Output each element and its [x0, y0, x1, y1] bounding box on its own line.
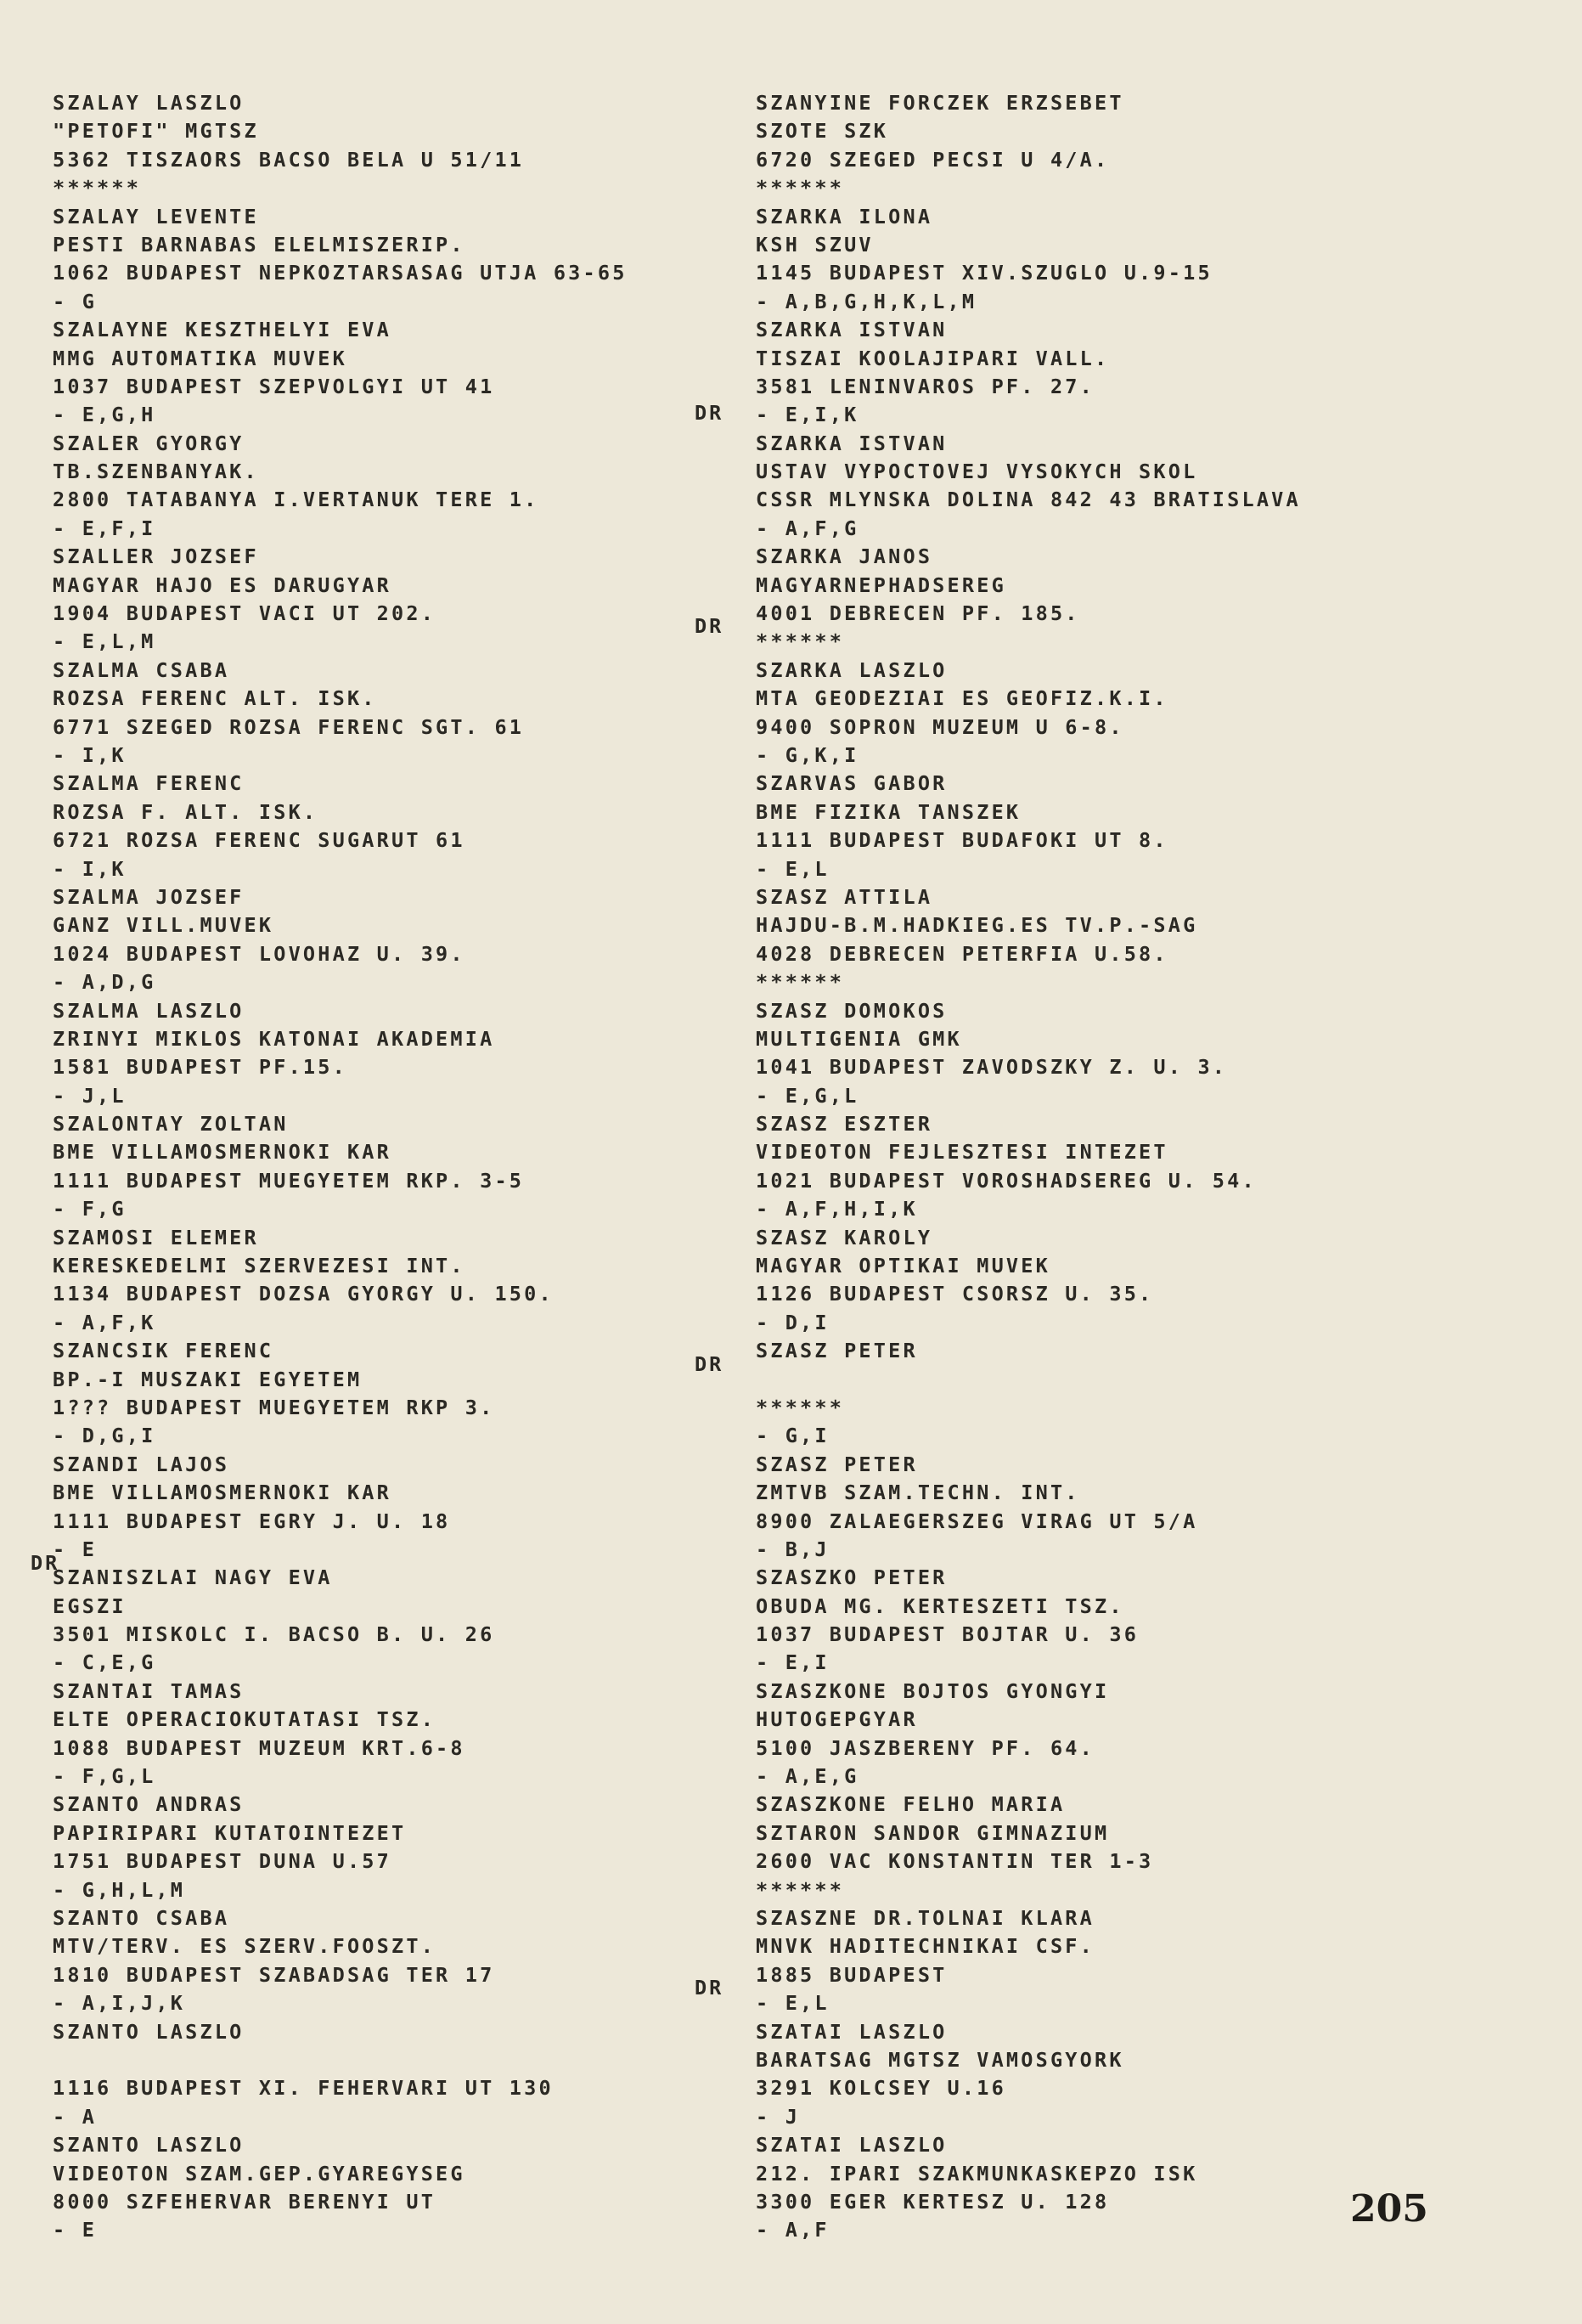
right-entry-line: 9400 SOPRON MUZEUM U 6-8. [756, 714, 1124, 739]
right-entry-line: 1885 BUDAPEST [756, 1962, 948, 1987]
left-entry-line: - G [53, 289, 98, 313]
left-entry-line: MAGYAR HAJO ES DARUGYAR [53, 573, 392, 597]
right-entry-line: SZASZ ATTILA [756, 884, 933, 909]
left-entry-line: 1062 BUDAPEST NEPKOZTARSASAG UTJA 63-65 [53, 261, 628, 285]
left-entry-line: SZANISZLAI NAGY EVA [53, 1565, 333, 1590]
title-marker-szarka-laszlo: DR [695, 614, 724, 638]
right-entry-line [756, 1366, 1537, 1394]
left-entry-line: SZALMA FERENC [53, 771, 245, 796]
right-entry-line: HUTOGEPGYAR [756, 1707, 918, 1732]
right-entry-line: - D,I [756, 1310, 830, 1334]
right-entry-line: SZASZ PETER [756, 1339, 918, 1363]
right-entry-line: SZASZ ESZTER [756, 1112, 933, 1137]
left-entry-line: SZALAY LEVENTE [53, 204, 259, 228]
right-entry-line: SZARVAS GABOR [756, 771, 948, 796]
right-entry-line: CSSR MLYNSKA DOLINA 842 43 BRATISLAVA [756, 488, 1301, 512]
left-entry-line: ELTE OPERACIOKUTATASI TSZ. [53, 1707, 436, 1732]
left-entry-line: SZANTO LASZLO [53, 2019, 245, 2044]
left-entry-line: 5362 TISZAORS BACSO BELA U 51/11 [53, 147, 525, 172]
left-entry-line: - E,G,H [53, 403, 156, 427]
right-entry-line: VIDEOTON FEJLESZTESI INTEZET [756, 1140, 1168, 1165]
right-entry-line: - E,I,K [756, 403, 859, 427]
right-entry-line: MAGYAR OPTIKAI MUVEK [756, 1254, 1050, 1278]
right-entry-line: MAGYARNEPHADSEREG [756, 573, 1006, 597]
right-entry-line: BME FIZIKA TANSZEK [756, 799, 1022, 824]
left-entry-line: SZALONTAY ZOLTAN [53, 1112, 289, 1137]
right-entry-line: 212. IPARI SZAKMUNKASKEPZO ISK [756, 2161, 1198, 2186]
left-entry-line: SZAMOSI ELEMER [53, 1225, 259, 1249]
left-entry-line: SZALLER JOZSEF [53, 544, 259, 569]
right-entry-line: SZARKA ILONA [756, 204, 933, 228]
left-entry-line: EGSZI [53, 1594, 127, 1618]
left-entry-line: - C,E,G [53, 1650, 156, 1675]
left-entry-line: PESTI BARNABAS ELELMISZERIP. [53, 232, 465, 257]
right-entry-line: 1021 BUDAPEST VOROSHADSEREG U. 54. [756, 1168, 1257, 1193]
left-entry-line: 1111 BUDAPEST MUEGYETEM RKP. 3-5 [53, 1168, 525, 1193]
left-entry-line: ROZSA FERENC ALT. ISK. [53, 686, 377, 711]
left-entry-line: 1024 BUDAPEST LOVOHAZ U. 39. [53, 941, 465, 966]
left-entry-line: - E [53, 2218, 98, 2242]
page-number: 205 [1350, 2187, 1428, 2231]
left-entry-line: PAPIRIPARI KUTATOINTEZET [53, 1820, 407, 1845]
left-entry-line: - I,K [53, 856, 127, 881]
right-entry-line: ****** [756, 176, 845, 200]
right-entry-line: - B,J [756, 1537, 830, 1561]
left-entry-line: - J,L [53, 1083, 127, 1108]
title-marker-szantai: DR [31, 1551, 60, 1575]
right-entry-line: - A,E,G [756, 1764, 859, 1789]
left-entry-line: BP.-I MUSZAKI EGYETEM [53, 1367, 363, 1391]
right-entry-line: - G,K,I [756, 742, 859, 767]
right-entry-line: 1111 BUDAPEST BUDAFOKI UT 8. [756, 828, 1168, 853]
right-entry-line: SZASZNE DR.TOLNAI KLARA [756, 1906, 1095, 1930]
right-entry-line: 1126 BUDAPEST CSORSZ U. 35. [756, 1282, 1154, 1306]
left-entry-line: - A,F,K [53, 1310, 156, 1334]
right-column [756, 89, 1537, 2245]
left-entry-line: ZRINYI MIKLOS KATONAI AKADEMIA [53, 1026, 495, 1051]
right-entry-line: TISZAI KOOLAJIPARI VALL. [756, 346, 1110, 370]
right-entry-line: 1041 BUDAPEST ZAVODSZKY Z. U. 3. [756, 1055, 1228, 1080]
left-entry-line: SZANTO ANDRAS [53, 1792, 245, 1817]
right-entry-line: USTAV VYPOCTOVEJ VYSOKYCH SKOL [756, 460, 1198, 484]
right-entry-line: SZASZKO PETER [756, 1565, 948, 1590]
right-entry-line: - E,I [756, 1650, 830, 1675]
right-entry-line: ****** [756, 1395, 845, 1419]
left-entry-line: 1904 BUDAPEST VACI UT 202. [53, 601, 436, 626]
left-entry-line: ****** [53, 176, 142, 200]
left-entry-line: SZANDI LAJOS [53, 1452, 230, 1476]
left-entry-line: GANZ VILL.MUVEK [53, 913, 274, 938]
right-entry-line: HAJDU-B.M.HADKIEG.ES TV.P.-SAG [756, 913, 1198, 938]
right-entry-line: ZMTVB SZAM.TECHN. INT. [756, 1481, 1080, 1505]
right-entry-line: 4028 DEBRECEN PETERFIA U.58. [756, 941, 1168, 966]
right-entry-line: 3291 KOLCSEY U.16 [756, 2076, 1006, 2101]
right-entry-line: 1037 BUDAPEST BOJTAR U. 36 [756, 1622, 1140, 1647]
title-marker-szarka-istvan: DR [695, 401, 724, 425]
left-entry-line: 1116 BUDAPEST XI. FEHERVARI UT 130 [53, 2076, 554, 2101]
left-entry-line: MTV/TERV. ES SZERV.FOOSZT. [53, 1934, 436, 1959]
right-entry-line: SZARKA ISTVAN [756, 431, 948, 455]
right-entry-line: - E,L [756, 1991, 830, 2016]
right-entry-line: SZARKA LASZLO [756, 657, 948, 682]
left-entry-line: 1037 BUDAPEST SZEPVOLGYI UT 41 [53, 374, 495, 398]
right-entry-line: SZARKA ISTVAN [756, 318, 948, 342]
right-entry-line: SZASZ DOMOKOS [756, 998, 948, 1023]
right-entry-line: SZASZ PETER [756, 1452, 918, 1476]
right-entry-line: 3300 EGER KERTESZ U. 128 [756, 2189, 1110, 2214]
right-entry-line: SZASZ KAROLY [756, 1225, 933, 1249]
right-entry-line: - E,L [756, 856, 830, 881]
left-entry-line: MMG AUTOMATIKA MUVEK [53, 346, 347, 370]
right-entry-line: - A,F,H,I,K [756, 1197, 918, 1221]
right-entry-line: 5100 JASZBERENY PF. 64. [756, 1735, 1095, 1760]
right-entry-line: ****** [756, 1877, 845, 1902]
left-entry-line: - E [53, 1537, 98, 1561]
right-entry-line: 4001 DEBRECEN PF. 185. [756, 601, 1080, 626]
left-column [53, 89, 732, 2245]
title-marker-szatai-laszlo: DR [695, 1976, 724, 2000]
left-entry-line: "PETOFI" MGTSZ [53, 119, 259, 144]
left-entry-line: BME VILLAMOSMERNOKI KAR [53, 1140, 392, 1165]
left-entry-line: - I,K [53, 742, 127, 767]
right-entry-line: - G,I [756, 1424, 830, 1448]
right-entry-line: SZARKA JANOS [756, 544, 933, 569]
left-entry-line [53, 2046, 732, 2074]
right-entry-line: ****** [756, 629, 845, 654]
left-entry-line: SZALMA LASZLO [53, 998, 245, 1023]
right-entry-line: - J [756, 2104, 801, 2129]
left-entry-line: SZALAYNE KESZTHELYI EVA [53, 318, 392, 342]
left-entry-line: BME VILLAMOSMERNOKI KAR [53, 1481, 392, 1505]
left-entry-line: SZALMA CSABA [53, 657, 230, 682]
right-entry-line: 6720 SZEGED PECSI U 4/A. [756, 147, 1110, 172]
right-entry-line: - E,G,L [756, 1083, 859, 1108]
left-entry-line: SZALAY LASZLO [53, 91, 245, 115]
right-entry-line: ****** [756, 970, 845, 995]
left-entry-line: VIDEOTON SZAM.GEP.GYAREGYSEG [53, 2161, 465, 2186]
right-entry-line: SZATAI LASZLO [756, 2019, 948, 2044]
left-entry-line: 1??? BUDAPEST MUEGYETEM RKP 3. [53, 1395, 495, 1419]
right-entry-line: 8900 ZALAEGERSZEG VIRAG UT 5/A [756, 1509, 1198, 1533]
left-entry-line: 3501 MISKOLC I. BACSO B. U. 26 [53, 1622, 495, 1647]
left-entry-line: KERESKEDELMI SZERVEZESI INT. [53, 1254, 465, 1278]
right-entry-line: MTA GEODEZIAI ES GEOFIZ.K.I. [756, 686, 1168, 711]
right-entry-line: KSH SZUV [756, 232, 874, 257]
left-entry-line: - A,D,G [53, 970, 156, 995]
left-entry-line: - A [53, 2104, 98, 2129]
left-entry-line: - F,G,L [53, 1764, 156, 1789]
left-entry-line: ROZSA F. ALT. ISK. [53, 799, 318, 824]
left-entry-line: 6771 SZEGED ROZSA FERENC SGT. 61 [53, 714, 525, 739]
right-entry-line: SZOTE SZK [756, 119, 889, 144]
right-entry-line: SZTARON SANDOR GIMNAZIUM [756, 1820, 1110, 1845]
left-entry-line: 1810 BUDAPEST SZABADSAG TER 17 [53, 1962, 495, 1987]
left-entry-line: - A,I,J,K [53, 1991, 186, 2016]
right-entry-line: - A,F,G [756, 516, 859, 540]
left-entry-line: 1581 BUDAPEST PF.15. [53, 1055, 347, 1080]
left-entry-line: 6721 ROZSA FERENC SUGARUT 61 [53, 828, 465, 853]
left-entry-line: - D,G,I [53, 1424, 156, 1448]
right-entry-line: SZASZKONE FELHO MARIA [756, 1792, 1066, 1817]
right-entry-line: - A,F [756, 2218, 830, 2242]
right-entry-line: BARATSAG MGTSZ VAMOSGYORK [756, 2047, 1124, 2072]
left-entry-line: TB.SZENBANYAK. [53, 460, 259, 484]
left-entry-line: SZANTAI TAMAS [53, 1678, 245, 1703]
right-entry-line: MNVK HADITECHNIKAI CSF. [756, 1934, 1095, 1959]
left-entry-line: 2800 TATABANYA I.VERTANUK TERE 1. [53, 488, 539, 512]
title-marker-szasz-peter: DR [695, 1352, 724, 1376]
left-entry-line: SZANCSIK FERENC [53, 1339, 274, 1363]
left-entry-line: - G,H,L,M [53, 1877, 186, 1902]
left-entry-line: - E,L,M [53, 629, 156, 654]
right-entry-line: 3581 LENINVAROS PF. 27. [756, 374, 1095, 398]
right-entry-line: - A,B,G,H,K,L,M [756, 289, 977, 313]
right-entry-line: SZATAI LASZLO [756, 2133, 948, 2158]
right-entry-line: 1145 BUDAPEST XIV.SZUGLO U.9-15 [756, 261, 1213, 285]
right-entry-line: SZANYINE FORCZEK ERZSEBET [756, 91, 1124, 115]
right-entry-line: 2600 VAC KONSTANTIN TER 1-3 [756, 1849, 1154, 1874]
left-entry-line: SZALER GYORGY [53, 431, 245, 455]
left-entry-line: - F,G [53, 1197, 127, 1221]
left-entry-line: 1134 BUDAPEST DOZSA GYORGY U. 150. [53, 1282, 554, 1306]
left-entry-line: SZANTO CSABA [53, 1906, 230, 1930]
left-entry-line: - E,F,I [53, 516, 156, 540]
left-entry-line: 1111 BUDAPEST EGRY J. U. 18 [53, 1509, 451, 1533]
left-entry-line: 1088 BUDAPEST MUZEUM KRT.6-8 [53, 1735, 465, 1760]
right-entry-line: SZASZKONE BOJTOS GYONGYI [756, 1678, 1110, 1703]
left-entry-line: SZALMA JOZSEF [53, 884, 245, 909]
left-entry-line: SZANTO LASZLO [53, 2133, 245, 2158]
right-entry-line: OBUDA MG. KERTESZETI TSZ. [756, 1594, 1124, 1618]
left-entry-line: 1751 BUDAPEST DUNA U.57 [53, 1849, 392, 1874]
right-entry-line: MULTIGENIA GMK [756, 1026, 962, 1051]
left-entry-line: 8000 SZFEHERVAR BERENYI UT [53, 2189, 436, 2214]
